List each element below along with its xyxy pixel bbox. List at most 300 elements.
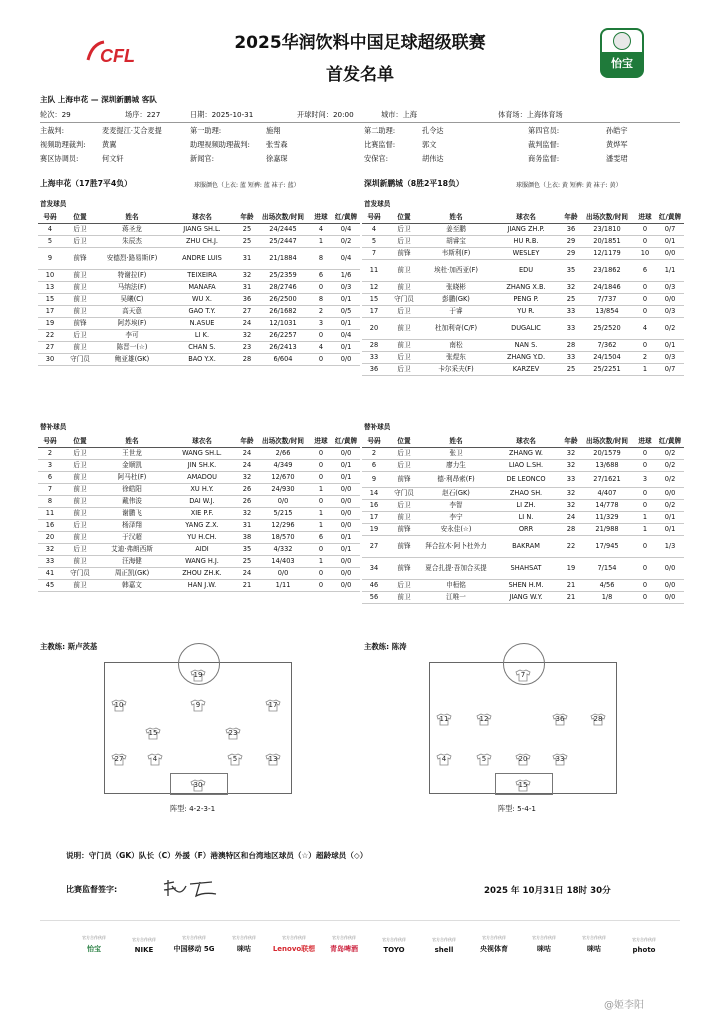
cell: 25: [562, 364, 580, 376]
cell: 33: [562, 318, 580, 340]
cell: 24: [238, 448, 256, 460]
cell: 张煜东: [422, 352, 490, 364]
cell: 9: [38, 248, 62, 270]
cell: 0: [634, 536, 656, 558]
cell: 26/1682: [256, 306, 310, 318]
player-row: [38, 508, 360, 520]
cell: 28: [362, 340, 386, 352]
column-header: 进球: [310, 212, 332, 224]
cell: 12/670: [256, 472, 310, 484]
cell: 33: [562, 306, 580, 318]
cell: 后卫: [62, 236, 98, 248]
cell: 0: [634, 340, 656, 352]
cell: 3: [310, 318, 332, 330]
player-row: [362, 306, 684, 318]
cell: ZHANG Y.D.: [490, 352, 562, 364]
cell: 25/2520: [580, 318, 634, 340]
jersey-icon: 28: [590, 713, 606, 726]
column-header: 年龄: [238, 436, 256, 448]
cell: 后卫: [386, 460, 422, 472]
cell: 56: [362, 592, 386, 604]
cell: 0/3: [656, 306, 684, 318]
cell: 0/2: [656, 318, 684, 340]
cell: 前锋: [62, 248, 98, 270]
cell: 0/0: [332, 580, 360, 592]
cell: 4/56: [580, 580, 634, 592]
jersey-icon: 27: [111, 753, 127, 766]
cell: 韩嘉文: [98, 580, 166, 592]
cell: HU R.B.: [490, 236, 562, 248]
cell: 7/737: [580, 294, 634, 306]
cell: 32: [238, 472, 256, 484]
sponsor-logo: 官方合作伙伴 咪咕: [582, 935, 606, 953]
cell: 张卫: [422, 448, 490, 460]
cell: 0/7: [656, 224, 684, 236]
venue: 体育场：上海体育场: [498, 110, 563, 119]
cell: 31: [238, 282, 256, 294]
cell: 4: [310, 224, 332, 236]
cell: 23/1862: [580, 260, 634, 282]
cell: 前卫: [62, 342, 98, 354]
cell: 17/945: [580, 536, 634, 558]
cell: 0: [634, 592, 656, 604]
cell: 26: [238, 496, 256, 508]
cell: KARZEV: [490, 364, 562, 376]
cell: 0/2: [656, 460, 684, 472]
cell: 0: [634, 580, 656, 592]
cell: ZHANG X.B.: [490, 282, 562, 294]
cell: 7: [38, 484, 62, 496]
cell: WANG SH.L.: [166, 448, 238, 460]
home-coach: 主教练: 斯卢茨基: [40, 642, 98, 651]
legend-note: 说明：守门员（GK）队长（C）外援（F）港澳特区和台湾地区球员（☆）超龄球员（◇）: [66, 851, 368, 860]
player-row: [38, 270, 360, 282]
cell: 埃杜·加西亚(F): [422, 260, 490, 282]
official-role: 视频助理裁判:: [40, 140, 86, 149]
home-kit-colors: 球服颜色（上衣: 蓝 短裤: 蓝 袜子: 蓝）: [194, 182, 300, 189]
cell: 25: [238, 224, 256, 236]
cell: 6: [310, 270, 332, 282]
column-header: 年龄: [562, 436, 580, 448]
cell: 32: [562, 460, 580, 472]
cell: 0/1: [332, 532, 360, 544]
cell: ZHANG W.: [490, 448, 562, 460]
cell: 17: [362, 306, 386, 318]
column-header: 球衣名: [166, 436, 238, 448]
official-role: 商务监督:: [528, 154, 560, 163]
player-row: [362, 282, 684, 294]
cell: 27: [238, 306, 256, 318]
cell: 安永佳(☆): [422, 524, 490, 536]
official-role: 新闻官:: [190, 154, 214, 163]
jersey-icon: 11: [436, 713, 452, 726]
cell: 艾迪·弗朗西斯: [98, 544, 166, 556]
cell: MANAFA: [166, 282, 238, 294]
cell: 德·利昂索(F): [422, 472, 490, 488]
cell: 0/5: [332, 306, 360, 318]
player-row: [362, 352, 684, 364]
home-subs-label: 替补球员: [40, 423, 67, 431]
player-row: [362, 318, 684, 340]
official-name: 孔令达: [422, 126, 444, 135]
player-row: [362, 512, 684, 524]
supervisor-signature: [160, 876, 224, 900]
cell: 34: [362, 558, 386, 580]
cell: 1/6: [332, 270, 360, 282]
cell: 周正凯(GK): [98, 568, 166, 580]
cell: 14: [362, 488, 386, 500]
cell: 前卫: [386, 282, 422, 294]
cell: 26/2257: [256, 330, 310, 342]
cell: 1: [310, 556, 332, 568]
cell: 后卫: [386, 224, 422, 236]
cell: 8: [310, 294, 332, 306]
cell: JIANG SH.L.: [166, 224, 238, 236]
cell: 1/8: [580, 592, 634, 604]
away-team-title: 深圳新鹏城（8胜2平18负）: [364, 179, 464, 188]
cell: 拜合拉木·阿卜杜外力: [422, 536, 490, 558]
cell: 24/1504: [580, 352, 634, 364]
signature-timestamp: 2025 年 10月31日 18时 30分: [484, 886, 611, 896]
cell: 守门员: [62, 354, 98, 366]
official-name: 黄烨军: [606, 140, 628, 149]
player-row: [38, 236, 360, 248]
cell: 王世龙: [98, 448, 166, 460]
cell: YANG Z.X.: [166, 520, 238, 532]
cell: LI N.: [490, 512, 562, 524]
cell: 46: [362, 580, 386, 592]
cell: 0/0: [256, 496, 310, 508]
cell: 22: [38, 330, 62, 342]
cell: 0/0: [332, 354, 360, 366]
cell: 0/1: [332, 460, 360, 472]
cell: LI ZH.: [490, 500, 562, 512]
cell: 10: [38, 270, 62, 282]
cell: 守门员: [62, 568, 98, 580]
cell: CHAN S.: [166, 342, 238, 354]
cell: 27/1621: [580, 472, 634, 488]
column-header: 出场次数/时间: [580, 436, 634, 448]
cell: 前锋: [386, 524, 422, 536]
cell: 0/7: [656, 364, 684, 376]
cell: 0: [634, 460, 656, 472]
cell: 32: [238, 508, 256, 520]
cell: LI K.: [166, 330, 238, 342]
cell: 后卫: [62, 330, 98, 342]
cell: TEIXEIRA: [166, 270, 238, 282]
official-role: 助理视频助理裁判:: [190, 140, 250, 149]
cell: 24: [238, 318, 256, 330]
cell: 高天意: [98, 306, 166, 318]
cell: ZHAO SH.: [490, 488, 562, 500]
cell: 8: [310, 248, 332, 270]
cell: 11: [362, 260, 386, 282]
cell: 4: [362, 224, 386, 236]
official-name: 胡伟达: [422, 154, 444, 163]
column-header: 位置: [386, 436, 422, 448]
jersey-icon: 7: [515, 669, 531, 682]
cell: 阿苏埃(F): [98, 318, 166, 330]
cell: DUGALIC: [490, 318, 562, 340]
player-row: [38, 330, 360, 342]
cell: 0/1: [656, 524, 684, 536]
jersey-icon: 12: [476, 713, 492, 726]
cell: 36: [362, 364, 386, 376]
cell: 前卫: [62, 282, 98, 294]
cell: 19: [38, 318, 62, 330]
footer-divider: [40, 920, 680, 921]
cell: 后卫: [386, 500, 422, 512]
cell: 前卫: [62, 556, 98, 568]
player-row: [38, 556, 360, 568]
cell: 后卫: [386, 364, 422, 376]
cell: 前卫: [62, 306, 98, 318]
cell: 23: [238, 342, 256, 354]
cell: 2: [38, 448, 62, 460]
player-row: [38, 306, 360, 318]
cell: 1: [310, 484, 332, 496]
sponsor-logo: 官方合作伙伴 咪咕: [532, 935, 556, 953]
cell: 21/1884: [256, 248, 310, 270]
column-header: 出场次数/时间: [256, 436, 310, 448]
cell: 1/3: [656, 536, 684, 558]
official-name: 郭文: [422, 140, 437, 149]
column-header: 号码: [38, 212, 62, 224]
cell: 0: [310, 580, 332, 592]
cell: 28: [562, 524, 580, 536]
column-header: 进球: [634, 436, 656, 448]
cell: 胡睿宝: [422, 236, 490, 248]
cell: 0: [310, 496, 332, 508]
cell: 南松: [422, 340, 490, 352]
away-formation-pitch: [429, 662, 617, 794]
official-name: 黄翼: [102, 140, 117, 149]
jersey-icon: 13: [265, 753, 281, 766]
cell: 前卫: [386, 340, 422, 352]
cell: 0: [310, 354, 332, 366]
player-row: [38, 544, 360, 556]
cell: 15: [362, 294, 386, 306]
player-row: [362, 460, 684, 472]
cell: 13/854: [580, 306, 634, 318]
cell: 0/1: [656, 340, 684, 352]
cell: 蒋圣龙: [98, 224, 166, 236]
cell: WESLEY: [490, 248, 562, 260]
column-header: 姓名: [422, 212, 490, 224]
column-header: 位置: [386, 212, 422, 224]
jersey-icon: 10: [111, 699, 127, 712]
official-role: 第二助理:: [364, 126, 396, 135]
cell: ANDRE LUIS: [166, 248, 238, 270]
cell: 后卫: [386, 352, 422, 364]
cell: 28: [238, 354, 256, 366]
round: 轮次：29: [40, 110, 71, 119]
cell: 4/332: [256, 544, 310, 556]
column-header: 号码: [362, 436, 386, 448]
cell: 前卫: [62, 508, 98, 520]
cell: 前卫: [62, 270, 98, 282]
cell: 0/3: [332, 282, 360, 294]
cell: 25/2447: [256, 236, 310, 248]
cell: 35: [562, 260, 580, 282]
cell: GAO T.Y.: [166, 306, 238, 318]
column-header: 红/黄牌: [656, 212, 684, 224]
column-header: 球衣名: [490, 212, 562, 224]
cell: 23/1810: [580, 224, 634, 236]
teams-line: 主队 上海申花 — 深圳新鹏城 客队: [40, 95, 157, 104]
home-subs-table: [38, 436, 360, 592]
cell: 16: [38, 520, 62, 532]
cell: 谢鹏飞: [98, 508, 166, 520]
sponsor-logo: 官方合作伙伴 咪咕: [232, 935, 256, 953]
cell: 24/1846: [580, 282, 634, 294]
city: 城市：上海: [381, 110, 417, 119]
cell: 0/2: [656, 448, 684, 460]
player-row: [38, 294, 360, 306]
cell: 0: [310, 472, 332, 484]
cell: 19: [362, 524, 386, 536]
cell: 7: [362, 248, 386, 260]
cell: 0/0: [656, 294, 684, 306]
jersey-icon: 4: [436, 753, 452, 766]
jersey-icon: 20: [515, 753, 531, 766]
cell: 0/1: [656, 512, 684, 524]
player-row: [38, 520, 360, 532]
column-header: 姓名: [98, 436, 166, 448]
player-row: [362, 236, 684, 248]
cell: 26: [238, 484, 256, 496]
official-name: 孙皓宇: [606, 126, 628, 135]
cell: 21: [238, 580, 256, 592]
cell: 35: [238, 544, 256, 556]
cell: 13: [38, 282, 62, 294]
jersey-icon: 15: [515, 779, 531, 792]
cell: 21: [562, 580, 580, 592]
cell: AIDI: [166, 544, 238, 556]
cell: 0: [634, 500, 656, 512]
cell: AMADOU: [166, 472, 238, 484]
cell: 张晓彬: [422, 282, 490, 294]
cell: SHEN H.M.: [490, 580, 562, 592]
away-coach: 主教练: 陈涛: [364, 642, 407, 651]
cell: 0: [634, 282, 656, 294]
cell: BAO Y.X.: [166, 354, 238, 366]
home-team-title: 上海申花（17胜7平4负）: [40, 179, 132, 188]
away-subs-label: 替补球员: [364, 423, 391, 431]
column-header: 红/黄牌: [656, 436, 684, 448]
cell: 后卫: [62, 460, 98, 472]
cell: 阿马杜(F): [98, 472, 166, 484]
cell: 25: [238, 236, 256, 248]
cell: 2: [634, 352, 656, 364]
cell: 后卫: [386, 236, 422, 248]
cell: 24: [562, 512, 580, 524]
cell: 11/329: [580, 512, 634, 524]
cell: 前锋: [62, 318, 98, 330]
column-header: 进球: [634, 212, 656, 224]
csl-logo: 怡宝: [600, 28, 644, 78]
cell: DE LEONCO: [490, 472, 562, 488]
cell: 1: [310, 508, 332, 520]
svg-text:CFL: CFL: [100, 46, 135, 66]
cell: 31: [238, 248, 256, 270]
cell: WU X.: [166, 294, 238, 306]
cell: 0/0: [256, 568, 310, 580]
cell: 后卫: [62, 448, 98, 460]
column-header: 位置: [62, 212, 98, 224]
cell: 5: [362, 236, 386, 248]
jersey-icon: 9: [190, 699, 206, 712]
cell: 后卫: [62, 224, 98, 236]
player-row: [38, 460, 360, 472]
official-name: 徐嘉琛: [266, 154, 288, 163]
cell: 守门员: [386, 488, 422, 500]
cell: 夏合扎提·吾加合买提: [422, 558, 490, 580]
official-role: 比赛监督:: [364, 140, 396, 149]
cell: 0/0: [332, 484, 360, 496]
jersey-icon: 4: [147, 753, 163, 766]
cell: 2: [362, 448, 386, 460]
cell: 15: [38, 294, 62, 306]
player-row: [38, 568, 360, 580]
cell: 0/0: [656, 558, 684, 580]
cell: 32: [562, 282, 580, 294]
cell: JIN SH.K.: [166, 460, 238, 472]
column-header: 球衣名: [490, 436, 562, 448]
sponsor-logo: 官方合作伙伴 青岛啤酒: [330, 935, 358, 953]
cell: 前卫: [386, 512, 422, 524]
cell: 0: [634, 294, 656, 306]
cell: 32: [562, 448, 580, 460]
cell: 赵石(GK): [422, 488, 490, 500]
column-header: 进球: [310, 436, 332, 448]
cell: 19: [562, 558, 580, 580]
cell: 0: [310, 460, 332, 472]
cell: NAN S.: [490, 340, 562, 352]
cell: 后卫: [62, 520, 98, 532]
home-starters-label: 首发球员: [40, 200, 67, 208]
cell: 韦斯利(F): [422, 248, 490, 260]
cell: XU H.Y.: [166, 484, 238, 496]
column-header: 出场次数/时间: [256, 212, 310, 224]
cell: 0/0: [332, 568, 360, 580]
cell: 6: [310, 532, 332, 544]
player-row: [362, 448, 684, 460]
official-role: 第四官员:: [528, 126, 560, 135]
cell: 0/1: [332, 318, 360, 330]
cell: 28/2746: [256, 282, 310, 294]
cell: 24: [238, 460, 256, 472]
jersey-icon: 15: [145, 727, 161, 740]
cell: 李可: [98, 330, 166, 342]
cell: 4: [310, 342, 332, 354]
sponsor-logo: 官方合作伙伴 photo: [632, 937, 656, 954]
cell: 江唯一: [422, 592, 490, 604]
away-subs-table: [362, 436, 684, 604]
jersey-icon: 23: [225, 727, 241, 740]
home-formation: 阵型: 4-2-3-1: [170, 804, 216, 813]
cell: 金顺凯: [98, 460, 166, 472]
cell: 前卫: [62, 496, 98, 508]
cell: 36: [238, 294, 256, 306]
cell: 0: [310, 568, 332, 580]
cell: 6: [38, 472, 62, 484]
cell: 朱辰杰: [98, 236, 166, 248]
player-row: [38, 472, 360, 484]
away-kit-colors: 球服颜色（上衣: 黄 短裤: 黄 袜子: 黄）: [516, 182, 622, 189]
cell: 后卫: [62, 544, 98, 556]
cell: 前卫: [386, 592, 422, 604]
